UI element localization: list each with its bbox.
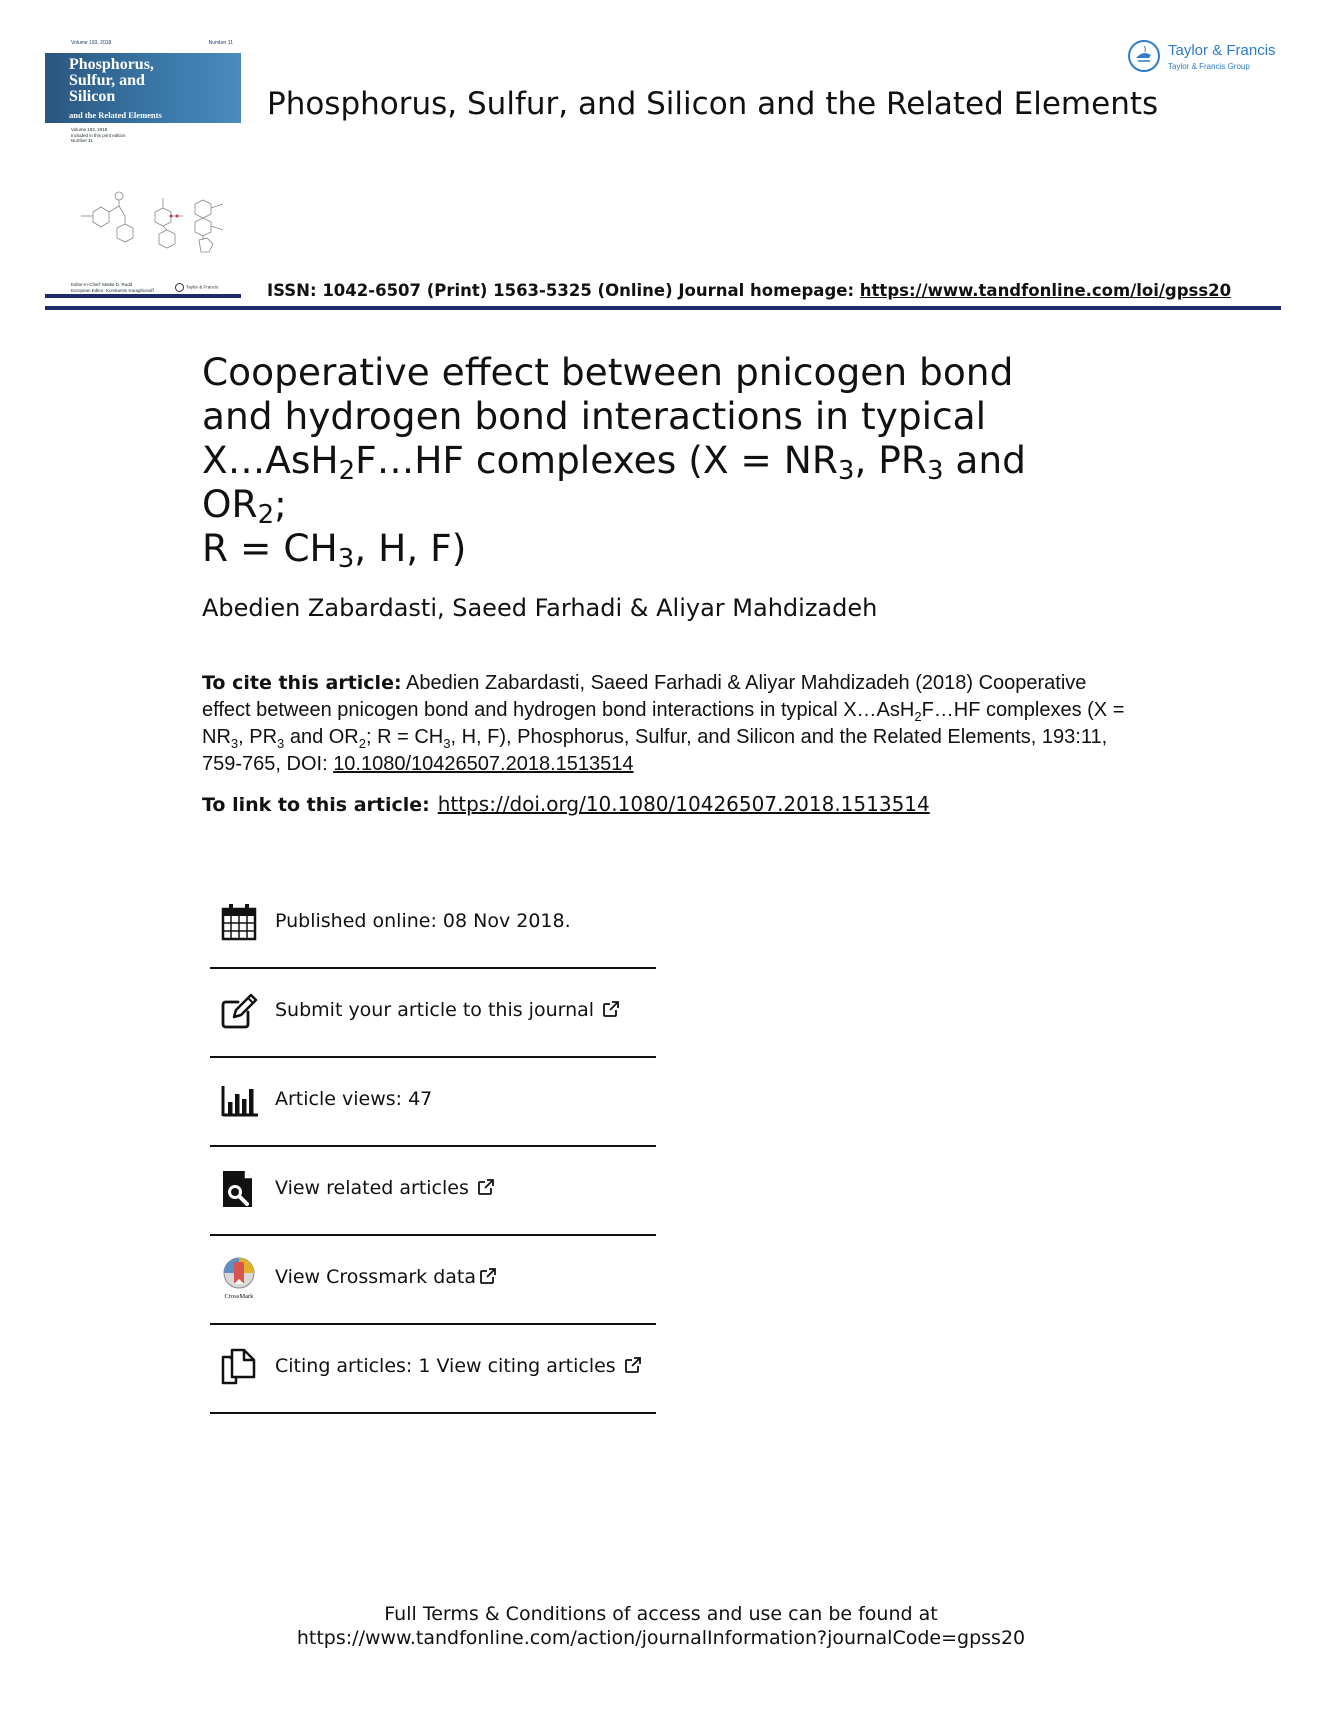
- article-info-list: [210, 880, 656, 1414]
- published-online-row: [210, 880, 656, 969]
- crossmark-row[interactable]: [210, 1236, 656, 1325]
- title-line-1: Cooperative effect between pnicogen bond: [202, 350, 1014, 394]
- cover-vol-line-3: Number 11: [71, 138, 93, 143]
- external-link-icon: [602, 1000, 620, 1018]
- submit-article-label: Submit your article to this journal: [275, 999, 595, 1021]
- citation-text: and OR: [284, 726, 359, 748]
- citation-label: To cite this article:: [202, 672, 402, 694]
- cover-editor-info: [71, 282, 154, 293]
- title-line-2: and hydrogen bond interactions in typical: [202, 394, 987, 438]
- citation-text: ; R = CH: [365, 726, 444, 748]
- bar-chart-icon: [220, 1080, 258, 1120]
- cover-title-line-3: Silicon: [69, 88, 116, 105]
- journal-homepage-link[interactable]: https://www.tandfonline.com/loi/gpss20: [859, 281, 1232, 300]
- cover-publisher-logo: [175, 283, 218, 292]
- title-subscript: 2: [257, 500, 275, 530]
- related-articles-label: View related articles: [275, 1177, 469, 1199]
- citing-articles-row[interactable]: [210, 1325, 656, 1414]
- crossmark-logo-text: CrossMark: [224, 1293, 254, 1300]
- title-text: X…AsH: [202, 438, 339, 482]
- external-link-icon: [479, 1267, 497, 1285]
- edit-icon: [220, 991, 258, 1031]
- external-link-icon: [477, 1178, 495, 1196]
- external-link-icon: [624, 1356, 642, 1374]
- article-views-row: [210, 1058, 656, 1147]
- issn-line: [267, 281, 1231, 300]
- title-subscript: 2: [338, 456, 356, 486]
- crossmark-label: View Crossmark data: [275, 1266, 477, 1288]
- cover-editor-line-1: Editor-in-Chief: Mattie D. Rudd: [71, 282, 133, 287]
- cover-vol-line-1: Volume 193, 2018: [71, 127, 108, 132]
- citation-text: F…HF complexes (X = NR: [202, 699, 1125, 748]
- publisher-name: Taylor & Francis: [1168, 42, 1276, 59]
- cover-subtitle: and the Related Elements: [69, 110, 162, 120]
- title-line-4: [202, 526, 467, 574]
- submit-article-text: [275, 999, 620, 1021]
- citation-subscript: 2: [914, 709, 922, 724]
- citation-block: [202, 670, 1132, 778]
- article-doi-link[interactable]: https://doi.org/10.1080/10426507.2018.1513514: [437, 792, 930, 816]
- crossmark-text: [275, 1266, 497, 1288]
- calendar-icon: [220, 902, 258, 942]
- cover-volume-info: [71, 127, 126, 144]
- issn-text: ISSN: 1042-6507 (Print) 1563-5325 (Online) Journal homepage:: [267, 281, 860, 300]
- article-title: [202, 350, 1082, 574]
- citing-articles-text: [275, 1355, 642, 1377]
- header-divider: [45, 306, 1281, 310]
- cover-title-line-2: Sulfur, and: [69, 72, 145, 89]
- footer-terms: [0, 1602, 1322, 1650]
- publisher-group: Taylor & Francis Group: [1168, 62, 1250, 71]
- citation-text: Abedien Zabardasti, Saeed Farhadi & Aliyar Mahdizadeh (2018) Cooperative effect between pnicogen bond and hydrogen bond interactions in typical X…AsH: [202, 672, 1087, 721]
- cover-title-band: [45, 53, 241, 123]
- citation-subscript: 3: [277, 736, 285, 751]
- footer-terms-link[interactable]: https://www.tandfonline.com/action/journalInformation?journalCode=gpss20: [296, 1627, 1026, 1649]
- title-text: R = CH: [202, 526, 338, 570]
- title-text: ;: [274, 482, 287, 526]
- citation-subscript: 3: [443, 736, 451, 751]
- journal-name: Phosphorus, Sulfur, and Silicon and the Related Elements: [267, 86, 1159, 122]
- cover-molecule-drawings: [73, 182, 233, 262]
- title-text: , H, F): [354, 526, 467, 570]
- title-subscript: 3: [837, 456, 855, 486]
- title-text: and OR: [202, 438, 1026, 526]
- cover-title: [69, 57, 229, 105]
- article-authors: Abedien Zabardasti, Saeed Farhadi & Aliyar Mahdizadeh: [202, 594, 878, 622]
- cover-editor-line-2: European Editor: Konstantin Karaghiosoff: [71, 287, 154, 293]
- published-online-text: Published online: 08 Nov 2018.: [275, 910, 571, 932]
- title-subscript: 3: [926, 456, 944, 486]
- cover-publisher-name: Taylor & Francis: [186, 284, 219, 290]
- title-subscript: 3: [337, 544, 355, 574]
- cover-vol-line-2: Included in this print edition: [71, 132, 126, 138]
- taylor-francis-lamp-icon: [1128, 40, 1160, 72]
- cover-title-line-1: Phosphorus,: [69, 56, 154, 73]
- cover-issue-label: Number 11: [208, 40, 233, 46]
- cover-volume-line: Volume 193, 2018: [71, 40, 112, 46]
- citation-text: , PR: [238, 726, 278, 748]
- title-text: F…HF complexes (X = NR: [355, 438, 838, 482]
- copy-documents-icon: [220, 1347, 258, 1387]
- citation-subscript: 3: [230, 736, 239, 751]
- cover-bottom-band: [45, 294, 241, 298]
- citing-articles-label: Citing articles: 1 View citing articles: [275, 1355, 616, 1377]
- citation-doi-link[interactable]: 10.1080/10426507.2018.1513514: [333, 753, 634, 775]
- cover-publisher-icon: [175, 283, 184, 292]
- taylor-francis-logo[interactable]: [1128, 38, 1288, 78]
- journal-cover-thumbnail: [45, 36, 241, 298]
- related-articles-row[interactable]: [210, 1147, 656, 1236]
- crossmark-icon: [220, 1256, 258, 1300]
- cover-top-line: [45, 36, 241, 52]
- article-link-label: To link to this article:: [202, 794, 430, 816]
- footer-line-1: Full Terms & Conditions of access and use can be found at: [384, 1603, 938, 1625]
- citation-subscript: 2: [358, 736, 366, 751]
- submit-article-row[interactable]: [210, 969, 656, 1058]
- article-link-line: [202, 792, 930, 816]
- related-articles-text: [275, 1177, 495, 1199]
- document-search-icon: [220, 1169, 258, 1209]
- title-text: , PR: [854, 438, 927, 482]
- title-line-3: [202, 438, 1026, 530]
- citation-text: , H, F), Phosphorus, Sulfur, and Silicon and the Related Elements, 193:11, 759-765, DOI:: [202, 726, 1108, 775]
- article-views-text: Article views: 47: [275, 1088, 433, 1110]
